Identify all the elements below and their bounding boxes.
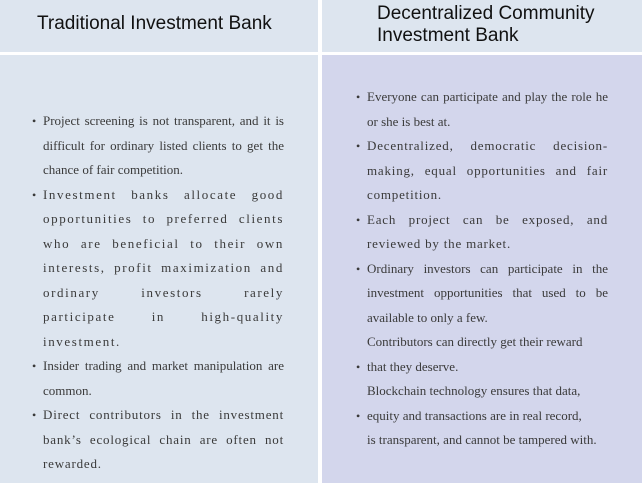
bullet-icon: • [356,212,361,227]
bullet-icon: • [356,261,361,276]
traditional-bank-list [32,109,284,477]
list-item-text: Insider trading and market manipulation are common. [43,358,284,398]
list-item-text: Contributors can directly get their reward [367,334,583,349]
decentralized-bank-title-line2: Investment Bank [377,25,519,46]
list-item-text: Ordinary investors can participate in the investment opportunities that used to be available to only a few. [367,260,608,325]
list-item-text: equity and transactions are in real record, [367,407,582,423]
bullet-icon: • [356,408,361,423]
list-item [356,85,608,134]
list-item-text: Blockchain technology ensures that data, [367,383,581,398]
bullet-icon: • [32,408,37,422]
list-item [356,134,608,208]
bullet-icon: • [356,139,361,153]
decentralized-bank-title-line1: Decentralized Community [377,3,595,24]
traditional-bank-header [0,0,318,52]
list-item [32,109,284,183]
list-item [356,379,608,404]
decentralized-bank-list [356,85,608,453]
decentralized-bank-header [322,0,642,52]
traditional-bank-title: Traditional Investment Bank [37,13,272,34]
list-item [32,183,284,355]
list-item [356,355,608,380]
list-item [356,404,608,429]
list-item-text: Direct contributors in the investment bank’s ecological chain are often not rewarded. [43,407,284,471]
traditional-bank-panel [0,55,318,483]
list-item-text: Decentralized, democratic decision-making, equal opportunities and fair competition. [367,138,608,202]
list-item [356,208,608,257]
list-item [356,428,608,453]
bullet-icon: • [356,359,361,374]
bullet-icon: • [32,187,37,202]
list-item [32,403,284,477]
list-item [32,354,284,403]
list-item-text: Each project can be exposed, and reviewed by the market. [367,211,608,251]
list-item-text: Investment banks allocate good opportunities to preferred clients who are beneficial to their own interests, profit maximization and ordinary investors rarely participate in high-quality investment. [43,186,284,349]
list-item-text: is transparent, and cannot be tampered with. [367,432,597,447]
bullet-icon: • [356,90,361,104]
bullet-icon: • [32,114,37,128]
list-item [356,330,608,355]
decentralized-bank-panel [322,55,642,483]
bullet-icon: • [32,359,37,373]
list-item-text: Project screening is not transparent, and it is difficult for ordinary listed clients to get the chance of fair competition. [43,113,284,177]
list-item [356,257,608,331]
list-item-text: Everyone can participate and play the role he or she is best at. [367,89,608,129]
list-item-text: that they deserve. [367,358,459,374]
